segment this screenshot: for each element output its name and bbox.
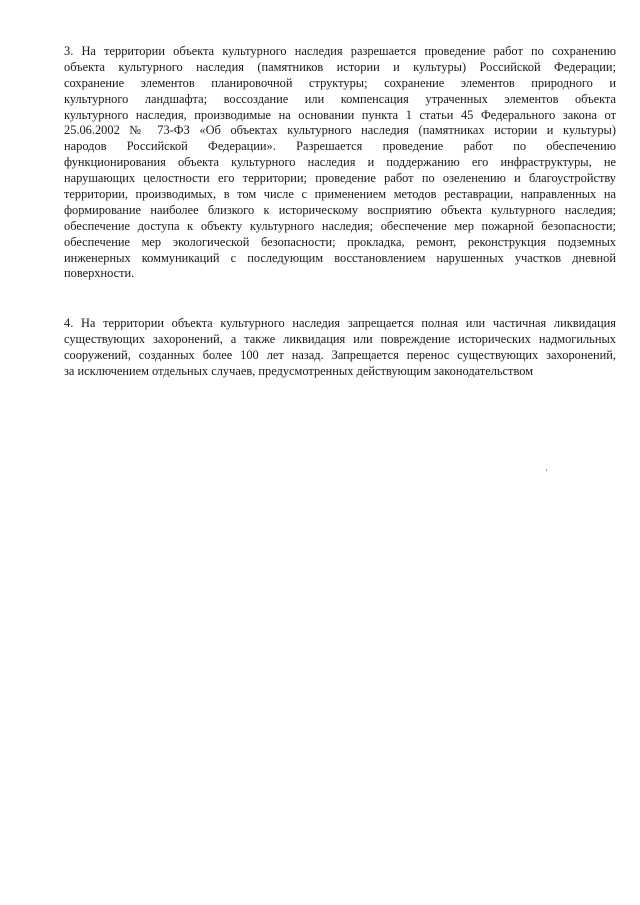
paragraph-3 [64,44,616,282]
paragraph-line: сохранение элементов планировочной структуры; сохранение элементов природного и [64,75,616,90]
paragraph-line: территории, производимых, в том числе с применением методов реставрации, направленных на [64,187,616,202]
paragraph-line: 3. На территории объекта культурного наследия разрешается проведение работ по сохранению [64,44,616,58]
paragraph-line: обеспечение доступа к объекту культурного наследия; обеспечение мер пожарной безопасности; [64,218,616,233]
paragraph-line: 25.06.2002 № 73-ФЗ «Об объектах культурного наследия (памятниках истории и культуры) [64,123,616,138]
paragraph-line: объекта культурного наследия (памятников истории и культуры) Российской Федерации; [64,59,616,74]
paragraph-line: народов Российской Федерации». Разрешается проведение работ по обеспечению [64,139,616,154]
paragraph-line: культурного наследия, производимые на основании пункта 1 статьи 45 Федерального закона от [64,107,616,122]
paragraph-line: инженерных коммуникаций с последующим восстановлением нарушенных участков дневной [64,250,616,265]
paragraph-line: за исключением отдельных случаев, предусмотренных действующим законодательством [64,363,534,378]
paragraph-4 [64,316,616,380]
scan-speck [546,469,547,471]
paragraph-line: функционирования объекта культурного наследия и поддержанию его инфраструктуры, не [64,155,616,170]
paragraph-line: формирование наиболее близкого к историческому восприятию объекта культурного наследия; [64,202,616,217]
paragraph-line: существующих захоронений, а также ликвидация или повреждение исторических надмогильных [64,331,616,346]
paragraph-line: сооружений, созданных более 100 лет назад. Запрещается перенос существующих захоронений, [64,347,616,362]
paragraph-line: 4. На территории объекта культурного наследия запрещается полная или частичная ликвидация [64,316,616,330]
paragraph-line: культурного ландшафта; воссоздание или компенсация утраченных элементов объекта [64,91,616,106]
paragraph-line: поверхности. [64,266,135,281]
paragraph-line: нарушающих целостности его территории; проведение работ по озеленению и благоустройству [64,171,616,186]
paragraph-line: обеспечение мер экологической безопасности; прокладка, ремонт, реконструкция подземных [64,234,616,249]
